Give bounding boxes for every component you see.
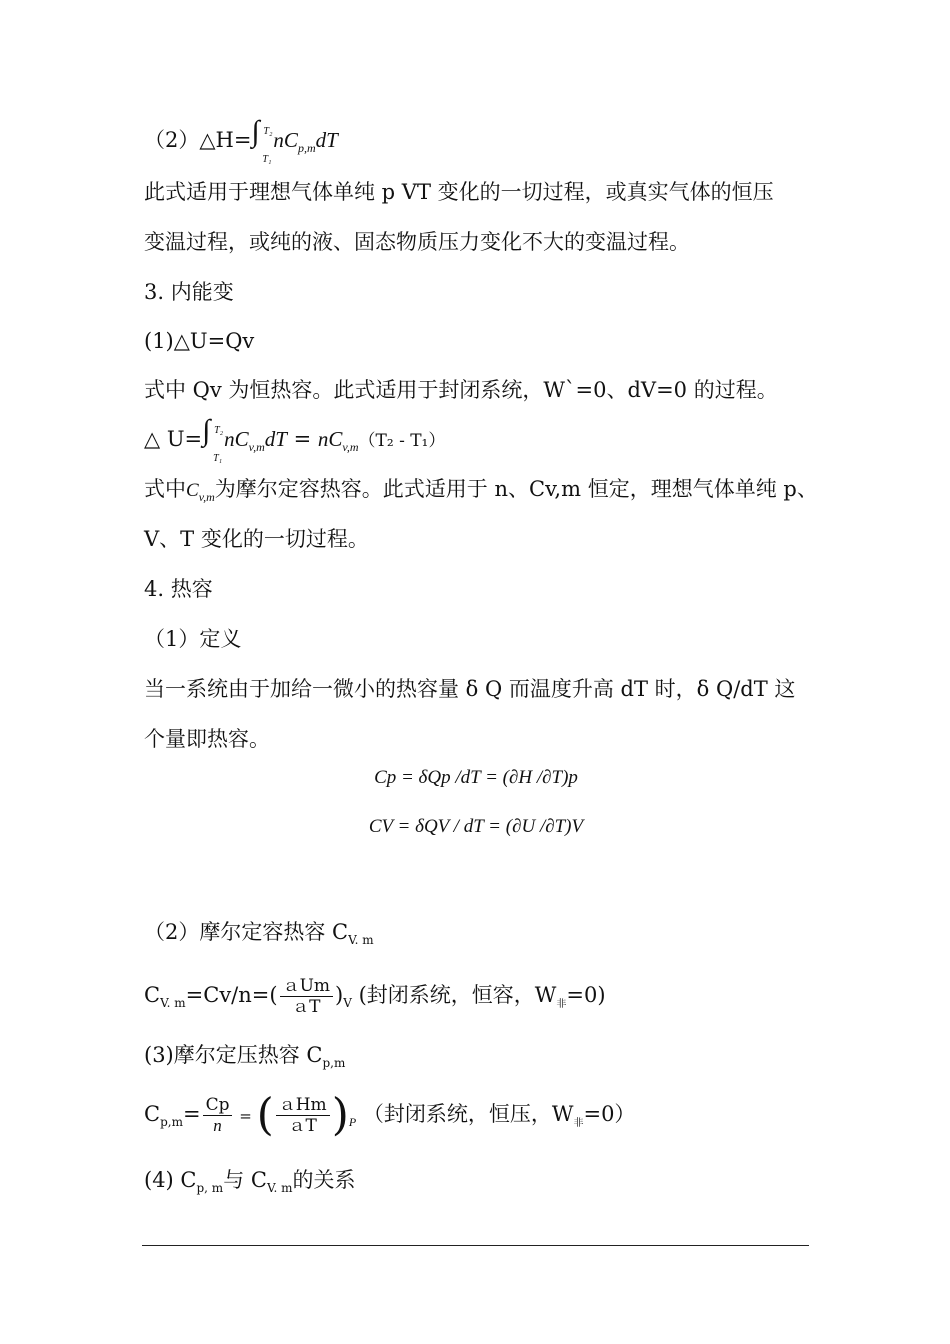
subsection-heading: (4) $C_{p, m}$与 $C_{V. m}$的关系 xyxy=(144,1168,356,1195)
cp-over-n-fraction: $\frac{Cp}{n}$ xyxy=(203,1095,233,1136)
molar-cp-formula: $C_{p,m}=$ $\frac{Cp}{n}$ = ( $\frac{\text{ａHm}}{\text{ａT}}$ )$_P$ （封闭系统，恒压，$W_非=0$） xyxy=(144,1089,636,1141)
paragraph-line: 式中$C_{v,m}$为摩尔定容热容。此式适用于 n、Cv,m 恒定，理想气体单纯 p、 xyxy=(144,477,818,504)
heat-capacity-equation-cp: Cp = δQp /dT = (∂H /∂T)p xyxy=(374,767,578,788)
formula-line: (1)△U=Qv xyxy=(144,329,255,353)
partial-fraction: $\frac{\text{ａUm}}{\text{ａT}}$ xyxy=(280,976,333,1017)
paragraph-line: 此式适用于理想气体单纯 p VT 变化的一切过程，或真实气体的恒压 xyxy=(144,180,774,204)
subsection-heading: (3)摩尔定压热容 $C_{p,m}$ xyxy=(144,1043,346,1070)
partial-fraction: $\frac{\text{ａHm}}{\text{ａT}}$ xyxy=(276,1095,330,1136)
enthalpy-integral-line: （2）△H= ∫ T₂ T₁ $nC_{p,m}dT$ xyxy=(144,115,338,165)
integral-symbol: ∫ T₂ T₁ xyxy=(202,414,224,464)
subsection-heading: （2）摩尔定容热容 $C_{V. m}$ xyxy=(144,920,374,947)
paragraph-line: 个量即热容。 xyxy=(144,727,270,751)
integral-symbol: ∫ T₂ T₁ xyxy=(251,115,273,165)
subsection-heading: （1）定义 xyxy=(144,627,242,651)
paragraph-line: 变温过程，或纯的液、固态物质压力变化不大的变温过程。 xyxy=(144,230,690,254)
enthalpy-label: （2）△H= xyxy=(144,128,252,152)
internal-energy-integral-line: △ U= ∫ T₂ T₁ $nC_{v,m}dT = nC_{v,m}(T_2 - T_1)$ xyxy=(144,414,446,464)
heat-capacity-equation-cv: CV = δQV / dT = (∂U /∂T)V xyxy=(368,816,584,837)
paragraph-line: V、T 变化的一切过程。 xyxy=(144,527,369,551)
molar-cv-formula: $C_{V. m}=Cv/n=$( $\frac{\text{ａUm}}{\text{ａT}}$ )$_V$ (封闭系统，恒容，$W_非=0$) xyxy=(144,976,606,1017)
paragraph-line: 式中 Qv 为恒热容。此式适用于封闭系统，W`=0、dV=0 的过程。 xyxy=(144,378,778,402)
section-heading: 3. 内能变 xyxy=(144,280,234,304)
paragraph-line: 当一系统由于加给一微小的热容量 δ Q 而温度升高 dT 时，δ Q/dT 这 xyxy=(144,677,796,701)
footer-divider xyxy=(142,1245,809,1246)
section-heading: 4. 热容 xyxy=(144,577,213,601)
